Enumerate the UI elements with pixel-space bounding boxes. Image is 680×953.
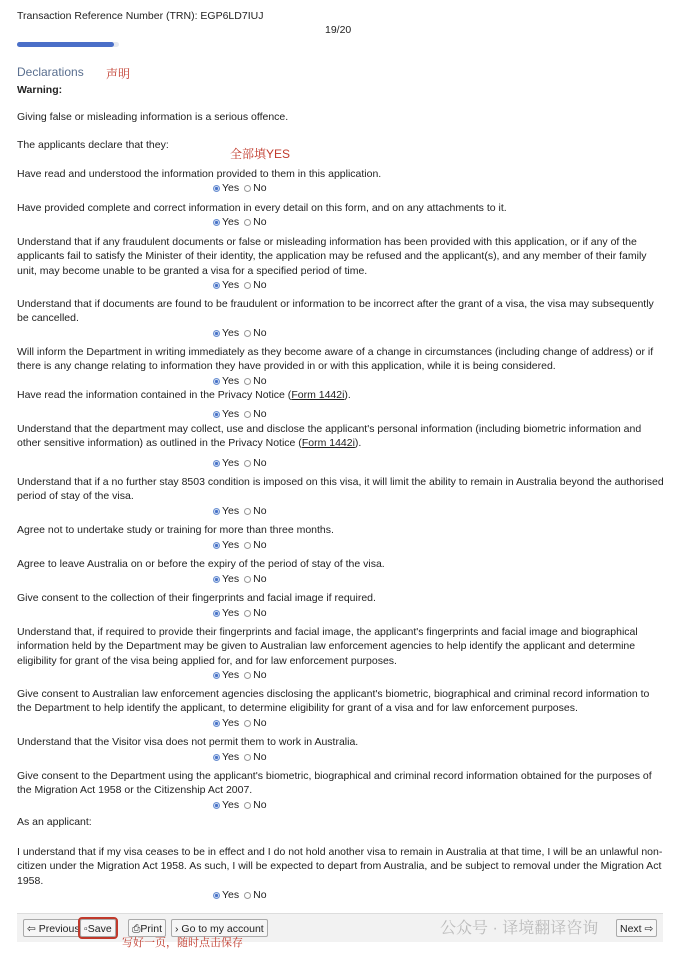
radio-yes[interactable] <box>213 576 220 583</box>
declaration-radio-group: Yes No <box>210 717 267 729</box>
declaration-text: Understand that, if required to provide their fingerprints and facial image, the applicant's fingerprints and facial image and biographical information held by the Department may be given to Australian law enforcement agencies to help identify the applicant and determine eligibility for grant of the visa being applied for, and for law enforcement purposes. <box>17 626 638 667</box>
print-icon: ⎙ <box>132 923 141 935</box>
previous-icon: ⇦ <box>27 923 36 935</box>
declaration-text: Understand that if documents are found to be fraudulent or information to be incorrect after the grant of a visa, the visa may subsequently be cancelled. <box>17 298 654 325</box>
radio-no[interactable] <box>244 672 251 679</box>
radio-no[interactable] <box>244 411 251 418</box>
radio-no[interactable] <box>244 330 251 337</box>
radio-no[interactable] <box>244 219 251 226</box>
declaration-radio-group: Yes No <box>210 573 267 585</box>
intro-text: The applicants declare that they: <box>17 139 169 151</box>
account-button[interactable]: › Go to my account <box>171 919 268 937</box>
declaration-text: I understand that if my visa ceases to be in effect and I do not hold another visa to remain in Australia at that time, I will be an unlawful non-citizen under the Migration Act 1958. As such, I will be expected to depart from Australia, and be subject to removal under the Migration Act 1958. <box>17 846 663 887</box>
declaration-text: Give consent to Australian law enforcement agencies disclosing the applicant's biometric, biographical and criminal record information to the Department to help identify the applicant, to determine eligibility for grant of a visa and for law enforcement purposes. <box>17 688 650 715</box>
print-button[interactable]: ⎙Print <box>128 919 166 937</box>
radio-no[interactable] <box>244 460 251 467</box>
next-button[interactable]: Next ⇨ <box>616 919 657 937</box>
declaration-radio-group: Yes No <box>210 279 267 291</box>
declaration-text: Will inform the Department in writing immediately as they become aware of a change in circumstances (including change of address) or if there is any change relating to information they have provided in or with this application, while it is being considered. <box>17 346 654 373</box>
declaration-text: Have read and understood the information provided to them in this application. <box>17 168 382 180</box>
section-title: Declarations <box>17 65 84 79</box>
radio-yes[interactable] <box>213 185 220 192</box>
privacy-notice-link[interactable]: Form 1442i <box>291 389 345 401</box>
next-icon: ⇨ <box>644 923 654 935</box>
declaration-radio-group: Yes No <box>210 375 267 387</box>
save-icon: ▫ <box>84 923 88 935</box>
declaration-radio-group: Yes No <box>210 216 267 228</box>
radio-yes[interactable] <box>213 330 220 337</box>
previous-button[interactable]: ⇦ Previous <box>23 919 84 937</box>
declaration-radio-group: Yes No <box>210 327 267 339</box>
declaration-radio-group: Yes No <box>210 669 267 681</box>
radio-yes[interactable] <box>213 282 220 289</box>
declaration-text: Understand that if any fraudulent documents or false or misleading information has been provided with this application, or if any of the applicants fail to satisfy the Minister of their identity, the application may be refused and the applicant(s), and any member of their family unit, may become unable to be granted a visa for a specified period of time. <box>17 236 647 277</box>
progress-bar <box>17 42 119 47</box>
page-counter: 19/20 <box>325 24 352 36</box>
trn-label: Transaction Reference Number (TRN): EGP6LD7IUJ <box>17 10 264 22</box>
save-button[interactable]: ▫Save <box>80 919 116 937</box>
radio-yes[interactable] <box>213 892 220 899</box>
intro-annotation: 全部填YES <box>230 147 291 161</box>
radio-no[interactable] <box>244 508 251 515</box>
radio-yes[interactable] <box>213 672 220 679</box>
radio-no[interactable] <box>244 802 251 809</box>
radio-yes[interactable] <box>213 720 220 727</box>
declaration-text: Have provided complete and correct information in every detail on this form, and on any attachments to it. <box>17 202 507 214</box>
radio-yes[interactable] <box>213 460 220 467</box>
privacy-notice-link[interactable]: Form 1442i <box>301 437 355 450</box>
applicant-heading: As an applicant: <box>17 816 92 828</box>
radio-yes[interactable] <box>213 219 220 226</box>
declaration-radio-group: Yes No <box>210 889 267 901</box>
radio-no[interactable] <box>244 576 251 583</box>
radio-no[interactable] <box>244 282 251 289</box>
declaration-text: Understand that the department may collect, use and disclose the applicant's personal information (including biometric information and other sensitive information) as outlined in the Privacy Notice (Form 1442i). <box>17 423 642 450</box>
watermark: 公众号 · 译境翻译咨询 <box>440 920 599 937</box>
declaration-radio-group: Yes No <box>210 505 267 517</box>
declaration-text: Understand that if a no further stay 8503 condition is imposed on this visa, it will limit the ability to remain in Australia beyond the authorised period of stay of the visa. <box>17 476 664 503</box>
radio-no[interactable] <box>244 720 251 727</box>
declaration-radio-group: Yes No <box>210 182 267 194</box>
radio-no[interactable] <box>244 754 251 761</box>
chevron-right-icon: › <box>175 923 179 935</box>
radio-no[interactable] <box>244 185 251 192</box>
declaration-radio-group: Yes No <box>210 539 267 551</box>
warning-text: Giving false or misleading information is a serious offence. <box>17 111 289 123</box>
section-annotation: 声明 <box>106 67 131 81</box>
declaration-text: Give consent to the collection of their fingerprints and facial image if required. <box>17 592 376 604</box>
declaration-radio-group: Yes No <box>210 607 267 619</box>
radio-yes[interactable] <box>213 508 220 515</box>
radio-yes[interactable] <box>213 754 220 761</box>
radio-no[interactable] <box>244 542 251 549</box>
radio-yes[interactable] <box>213 610 220 617</box>
declaration-radio-group: Yes No <box>210 799 267 811</box>
declaration-text: Agree not to undertake study or training for more than three months. <box>17 524 334 536</box>
radio-no[interactable] <box>244 892 251 899</box>
declaration-radio-group: Yes No <box>210 457 267 469</box>
warning-label: Warning: <box>17 84 63 96</box>
save-annotation: 写好一页，随时点击保存 <box>122 937 243 949</box>
radio-no[interactable] <box>244 610 251 617</box>
radio-yes[interactable] <box>213 542 220 549</box>
radio-yes[interactable] <box>213 411 220 418</box>
progress-fill <box>17 42 114 47</box>
radio-no[interactable] <box>244 378 251 385</box>
declaration-text: Agree to leave Australia on or before the expiry of the period of stay of the visa. <box>17 558 385 570</box>
radio-yes[interactable] <box>213 802 220 809</box>
declaration-radio-group: Yes No <box>210 751 267 763</box>
declaration-radio-group: Yes No <box>210 408 267 420</box>
radio-yes[interactable] <box>213 378 220 385</box>
declaration-text: Understand that the Visitor visa does not permit them to work in Australia. <box>17 736 359 748</box>
declaration-text: Have read the information contained in the Privacy Notice (Form 1442i). <box>17 389 351 401</box>
declaration-text: Give consent to the Department using the applicant's biometric, biographical and criminal record information obtained for the purposes of the Migration Act 1958 or the Citizenship Act 2007. <box>17 770 652 797</box>
